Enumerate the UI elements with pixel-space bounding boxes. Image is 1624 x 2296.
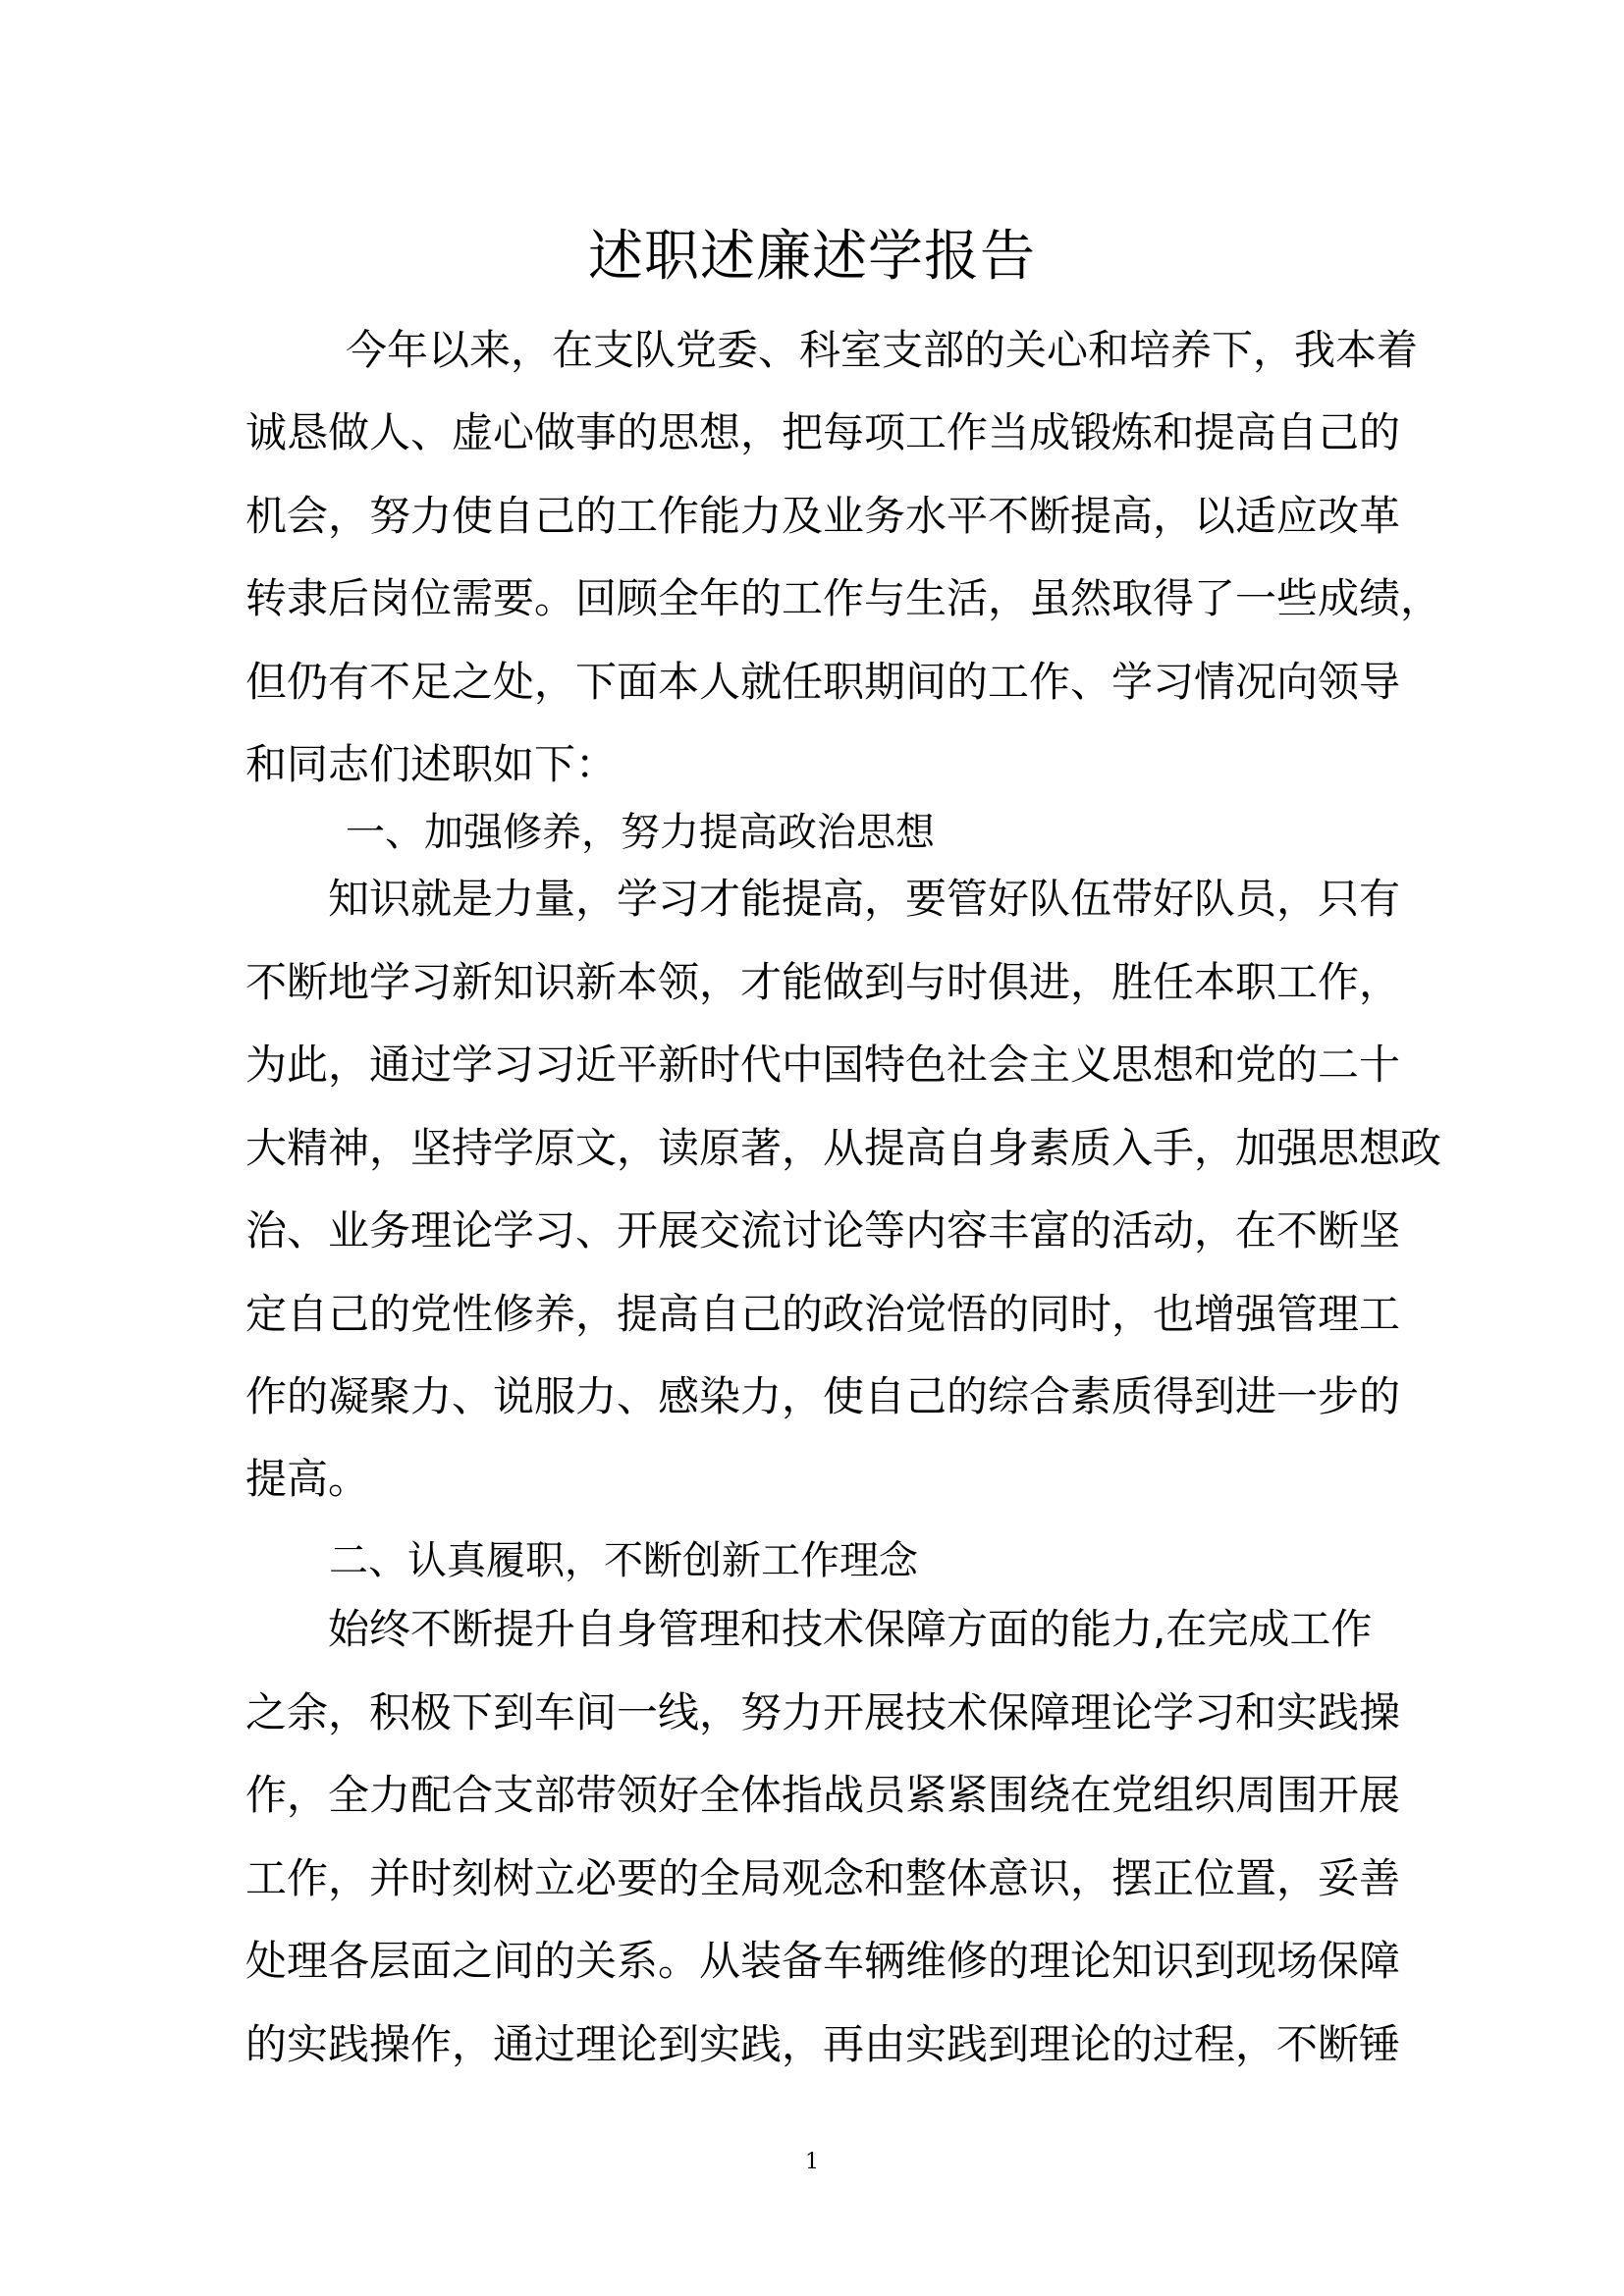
paragraph-line: 始终不断提升自身管理和技术保障方面的能力,在完成工作 bbox=[328, 1605, 1373, 1653]
paragraph-line: 定自己的党性修养，提高自己的政治觉悟的同时，也增强管理工 bbox=[245, 1290, 1401, 1338]
paragraph-line: 诚恳做人、虚心做事的思想，把每项工作当成锻炼和提高自己的 bbox=[245, 408, 1401, 456]
paragraph-line: 之余，积极下到车间一线，努力开展技术保障理论学习和实践操 bbox=[245, 1688, 1401, 1736]
section-heading-2: 二、认真履职，不断创新工作理念 bbox=[329, 1538, 918, 1583]
paragraph-line: 大精神，坚持学原文，读原著，从提高自身素质入手，加强思想政 bbox=[245, 1124, 1442, 1172]
paragraph-line: 和同志们述职如下： bbox=[245, 740, 618, 788]
paragraph-line: 转隶后岗位需要。回顾全年的工作与生活，虽然取得了一些成绩， bbox=[245, 574, 1442, 622]
paragraph-line: 知识就是力量，学习才能提高，要管好队伍带好队员，只有 bbox=[328, 875, 1401, 923]
paragraph-line: 工作，并时刻树立必要的全局观念和整体意识，摆正位置，妥善 bbox=[245, 1854, 1401, 1902]
paragraph-line: 为此，通过学习习近平新时代中国特色社会主义思想和党的二十 bbox=[245, 1041, 1401, 1089]
paragraph-line: 治、业务理论学习、开展交流讨论等内容丰富的活动，在不断坚 bbox=[245, 1206, 1401, 1255]
paragraph-line: 处理各层面之间的关系。从装备车辆维修的理论知识到现场保障 bbox=[245, 1937, 1401, 1985]
paragraph-line: 今年以来，在支队党委、科室支部的关心和培养下，我本着 bbox=[346, 326, 1419, 374]
paragraph-line: 作，全力配合支部带领好全体指战员紧紧围绕在党组织周围开展 bbox=[245, 1771, 1401, 1819]
paragraph-line: 作的凝聚力、说服力、感染力，使自己的综合素质得到进一步的 bbox=[245, 1372, 1401, 1420]
paragraph-line: 但仍有不足之处，下面本人就任职期间的工作、学习情况向领导 bbox=[245, 658, 1401, 706]
document-title: 述职述廉述学报告 bbox=[588, 225, 1036, 289]
section-heading-1: 一、加强修养，努力提高政治思想 bbox=[346, 810, 935, 855]
page-number: 1 bbox=[805, 2150, 819, 2174]
paragraph-line: 机会，努力使自己的工作能力及业务水平不断提高，以适应改革 bbox=[245, 492, 1401, 540]
paragraph-line: 不断地学习新知识新本领，才能做到与时俱进，胜任本职工作， bbox=[245, 958, 1401, 1006]
paragraph-line: 提高。 bbox=[245, 1455, 370, 1503]
paragraph-line: 的实践操作，通过理论到实践，再由实践到理论的过程，不断锤 bbox=[245, 2020, 1401, 2068]
